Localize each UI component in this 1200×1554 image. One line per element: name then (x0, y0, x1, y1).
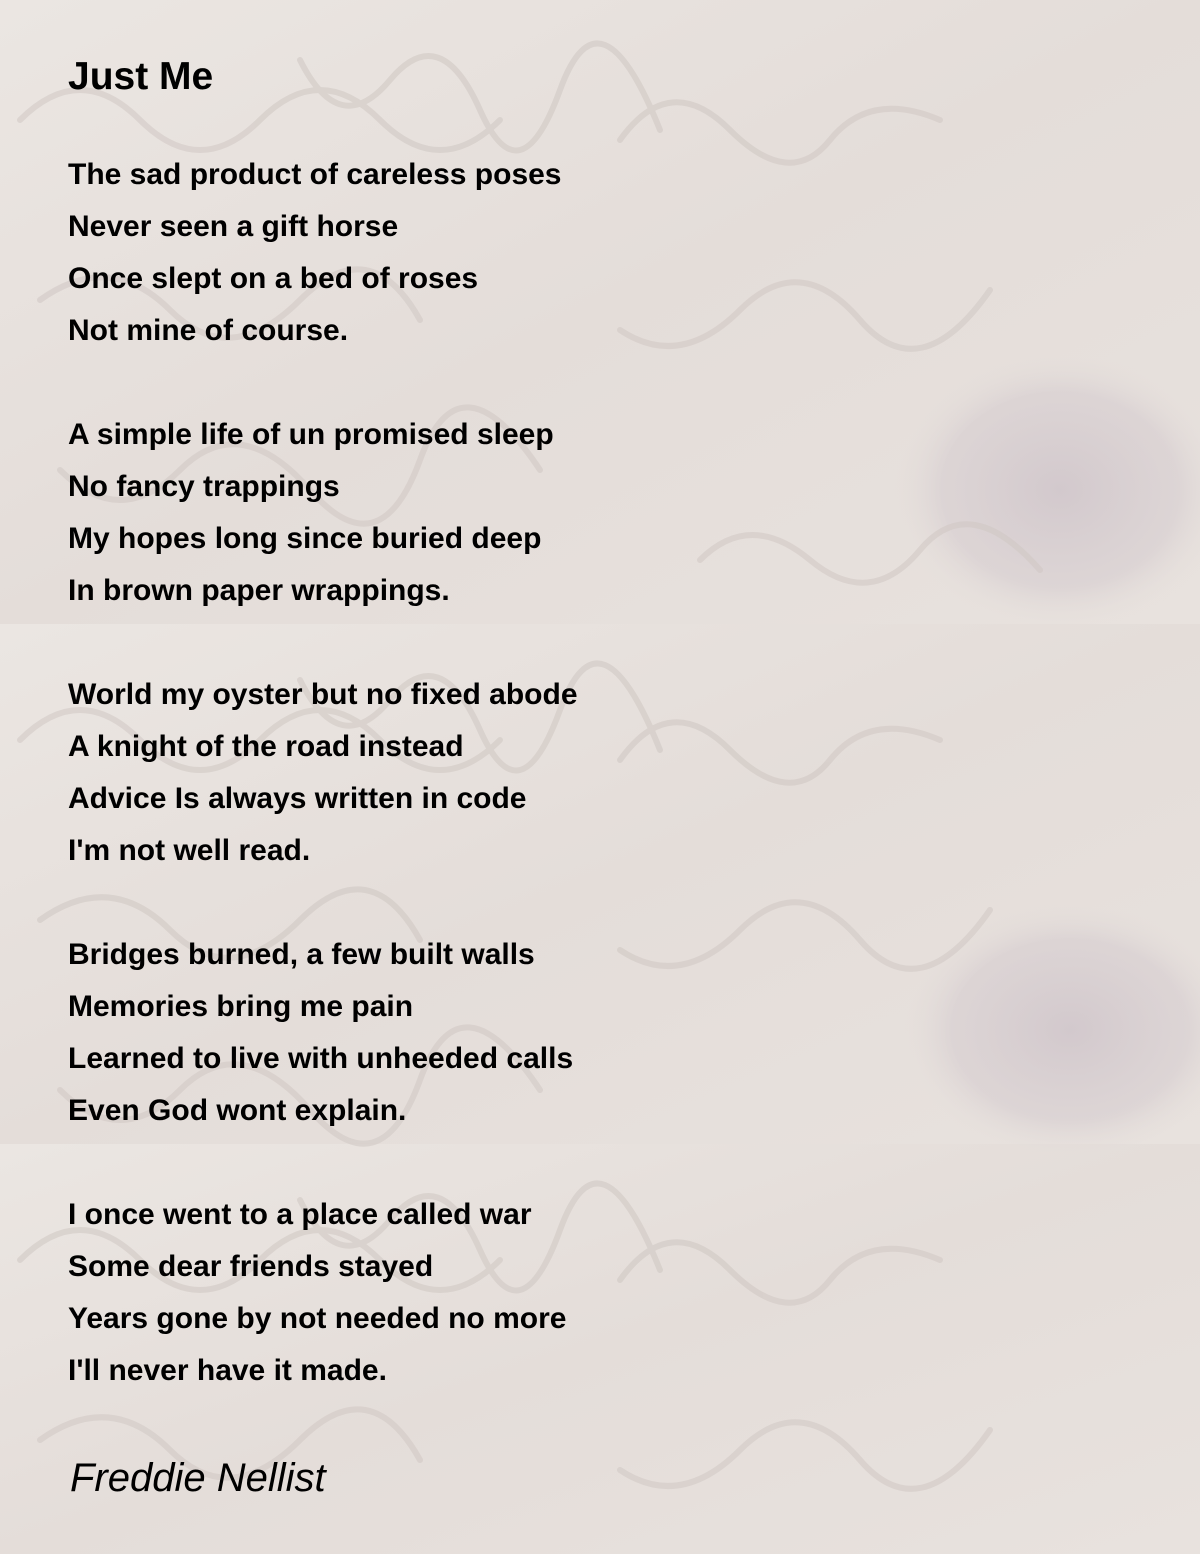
poem-line: Bridges burned, a few built walls (68, 938, 535, 971)
stanza-2 (68, 409, 554, 617)
poem-line: World my oyster but no fixed abode (68, 678, 578, 711)
poem-line: Even God wont explain. (68, 1094, 407, 1127)
poem-line: Some dear friends stayed (68, 1250, 434, 1283)
poem-line: I'll never have it made. (68, 1354, 387, 1387)
poem-line: Years gone by not needed no more (68, 1302, 567, 1335)
stanza-3 (68, 669, 578, 877)
poem-line: Memories bring me pain (68, 990, 414, 1023)
stanza-4 (68, 929, 573, 1137)
poem-line: A knight of the road instead (68, 730, 464, 763)
stanza-5 (68, 1189, 566, 1397)
poem-line: I'm not well read. (68, 834, 311, 867)
poem-line: Never seen a gift horse (68, 210, 399, 243)
poem-line: The sad product of careless poses (68, 158, 562, 191)
poem-line: Learned to live with unheeded calls (68, 1042, 574, 1075)
stanza-1 (68, 149, 562, 357)
poem-line: Not mine of course. (68, 314, 349, 347)
poem-line: My hopes long since buried deep (68, 522, 542, 555)
poem-line: No fancy trappings (68, 470, 340, 503)
poem-line: In brown paper wrappings. (68, 574, 450, 607)
poem-author: Freddie Nellist (70, 1456, 326, 1500)
poem-line: A simple life of un promised sleep (68, 418, 554, 451)
poem-title: Just Me (68, 55, 214, 98)
poem-line: I once went to a place called war (68, 1198, 532, 1231)
poem-line: Once slept on a bed of roses (68, 262, 479, 295)
poem-line: Advice Is always written in code (68, 782, 527, 815)
